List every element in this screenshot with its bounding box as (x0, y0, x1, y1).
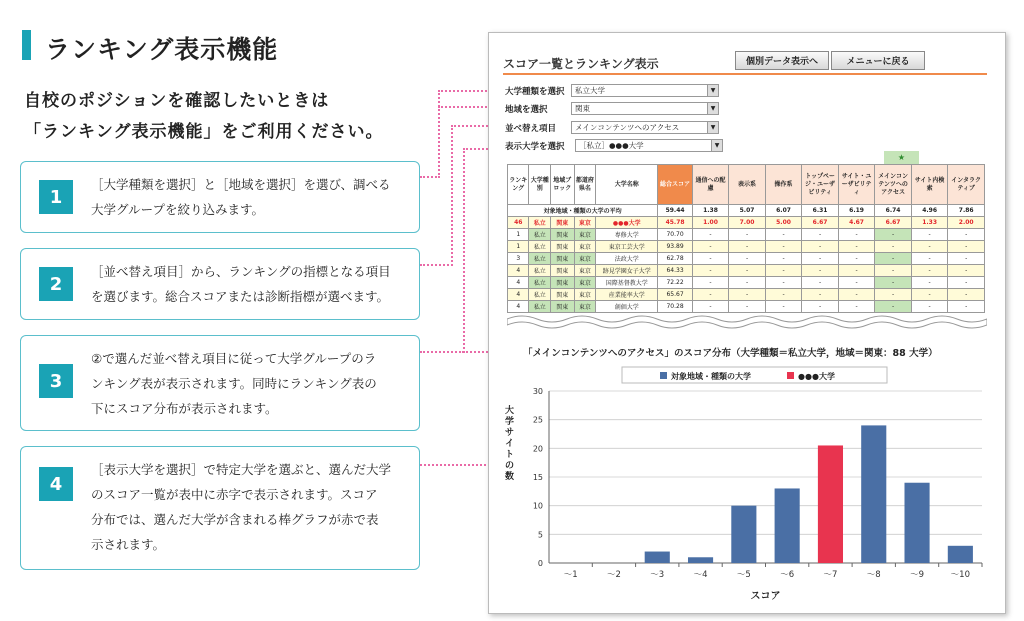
step-line: ［大学種類を選択］と［地域を選択］を選び、調べる (91, 177, 391, 192)
table-cell: 6.67 (875, 217, 912, 229)
bar (948, 546, 973, 563)
table-cell: 対象地域・種類の大学の平均 (508, 205, 658, 217)
table-cell: 私立 (529, 229, 550, 241)
back-to-menu-button[interactable]: メニューに戻る (831, 51, 925, 70)
column-header: 都道府県名 (574, 165, 595, 205)
column-header: 表示系 (729, 165, 766, 205)
table-cell: 7.86 (948, 205, 985, 217)
y-tick-label: 25 (532, 415, 543, 425)
table-row[interactable] (508, 229, 985, 241)
table-cell: - (765, 277, 802, 289)
table-cell: - (948, 265, 985, 277)
column-header: 地域ブロック (550, 165, 574, 205)
table-cell: 跡見学園女子大学 (596, 265, 658, 277)
x-tick-label: 〜8 (866, 570, 881, 580)
step-line: 示されます。 (91, 537, 166, 552)
connector-3 (420, 351, 464, 353)
table-cell: 創価大学 (596, 301, 658, 313)
step-line: ［並べ替え項目］から、ランキングの指標となる項目 (91, 264, 391, 279)
table-cell: 1.33 (911, 217, 948, 229)
table-cell: - (911, 241, 948, 253)
select-value: メインコンテンツへのアクセス (575, 123, 680, 132)
table-cell: 東京 (574, 289, 595, 301)
table-cell: - (765, 289, 802, 301)
table-cell: - (875, 241, 912, 253)
table-cell: - (838, 289, 875, 301)
table-cell: 3 (508, 253, 529, 265)
table-cell: 私立 (529, 277, 550, 289)
step-3-box (20, 335, 420, 431)
table-cell: 関東 (550, 301, 574, 313)
lead-text (24, 86, 384, 148)
legend-label: ●●●大学 (798, 372, 835, 381)
table-cell: - (802, 289, 839, 301)
connector-1 (438, 90, 440, 178)
table-cell: - (875, 253, 912, 265)
table-cell: - (692, 301, 729, 313)
selected-university-row[interactable] (508, 217, 985, 229)
table-cell: - (692, 289, 729, 301)
chevron-down-icon: ▼ (707, 122, 718, 133)
table-cell: 1.00 (692, 217, 729, 229)
step-4-box (20, 446, 420, 570)
table-cell: - (729, 253, 766, 265)
table-cell: 72.22 (658, 277, 692, 289)
table-cell: - (911, 229, 948, 241)
sort-item-select[interactable] (571, 121, 719, 134)
step-text (91, 346, 411, 421)
connector-2 (420, 264, 453, 266)
y-axis-label-char: 学 (505, 417, 515, 427)
table-cell: 62.78 (658, 253, 692, 265)
table-cell: - (838, 241, 875, 253)
bar (688, 557, 713, 563)
step-number: 1 (39, 180, 73, 214)
table-cell: 私立 (529, 217, 550, 229)
table-row[interactable] (508, 277, 985, 289)
table-cell: 70.28 (658, 301, 692, 313)
table-cell: 93.89 (658, 241, 692, 253)
table-cell: - (765, 241, 802, 253)
table-cell: 64.33 (658, 265, 692, 277)
table-cell: 東京 (574, 277, 595, 289)
table-cell: 6.67 (802, 217, 839, 229)
select-value: 私立大学 (575, 86, 605, 95)
y-tick-label: 20 (532, 444, 543, 454)
table-row[interactable] (508, 265, 985, 277)
table-cell: - (911, 301, 948, 313)
table-cell: 関東 (550, 241, 574, 253)
table-cell: 東京 (574, 229, 595, 241)
select-value: ［私立］●●●大学 (579, 141, 644, 150)
table-cell: - (911, 277, 948, 289)
table-cell: ●●●大学 (596, 217, 658, 229)
title-accent-bar (22, 30, 31, 60)
table-cell: - (875, 301, 912, 313)
table-cell: - (838, 253, 875, 265)
x-axis-label: スコア (750, 591, 781, 602)
y-tick-label: 0 (537, 559, 543, 568)
table-cell: 1 (508, 241, 529, 253)
step-text (91, 172, 411, 222)
table-cell: 関東 (550, 229, 574, 241)
chevron-down-icon: ▼ (711, 140, 722, 151)
table-cell: 6.07 (765, 205, 802, 217)
y-axis-label-char: 大 (505, 406, 515, 416)
table-cell: 65.67 (658, 289, 692, 301)
app-screen (488, 32, 1006, 614)
x-tick-label: 〜6 (780, 570, 795, 580)
table-cell: 5.07 (729, 205, 766, 217)
table-cell: - (802, 241, 839, 253)
x-tick-label: 〜1 (563, 570, 578, 580)
region-select[interactable] (571, 102, 719, 115)
detail-view-button[interactable]: 個別データ表示へ (735, 51, 829, 70)
x-tick-label: 〜9 (910, 570, 925, 580)
table-cell: 4 (508, 289, 529, 301)
table-cell: - (838, 265, 875, 277)
table-row[interactable] (508, 301, 985, 313)
table-cell: - (692, 229, 729, 241)
chart-title: 「メインコンテンツへのアクセス」のスコア分布（大学種類＝私立大学，地域＝関東：88 大学） (523, 348, 938, 359)
step-line: のスコア一覧が表中に赤字で表示されます。スコア (91, 487, 378, 502)
column-header: サイト内検索 (911, 165, 948, 205)
table-cell: 東京 (574, 241, 595, 253)
average-row (508, 205, 985, 217)
y-axis-label-char: イ (505, 439, 515, 449)
table-cell: 東京 (574, 217, 595, 229)
step-2-box (20, 248, 420, 320)
table-cell: 1.38 (692, 205, 729, 217)
x-tick-label: 〜2 (606, 570, 621, 580)
table-cell: 46 (508, 217, 529, 229)
table-cell: 6.19 (838, 205, 875, 217)
table-cell: - (875, 289, 912, 301)
table-cell: - (729, 241, 766, 253)
table-cell: 東京 (574, 253, 595, 265)
y-tick-label: 5 (537, 530, 543, 540)
table-cell: 私立 (529, 301, 550, 313)
column-header: トップページ・ユーザビリティ (802, 165, 839, 205)
table-cell: - (729, 301, 766, 313)
university-type-select[interactable] (571, 84, 719, 97)
step-line: を選びます。総合スコアまたは診断指標が選べます。 (91, 289, 390, 304)
table-cell: - (948, 277, 985, 289)
table-cell: 5.00 (765, 217, 802, 229)
filter-label-sort: 並べ替え項目 (505, 124, 557, 134)
legend-swatch (660, 372, 667, 379)
select-value: 関東 (575, 104, 590, 113)
bar (904, 483, 929, 563)
table-cell: - (765, 253, 802, 265)
step-1-box (20, 161, 420, 233)
table-cell: - (911, 265, 948, 277)
table-cell: - (948, 229, 985, 241)
table-cell: 東京工芸大学 (596, 241, 658, 253)
x-tick-label: 〜7 (823, 570, 838, 580)
table-cell: 関東 (550, 277, 574, 289)
table-cell: - (948, 289, 985, 301)
title-underline (503, 73, 987, 75)
table-cell: - (802, 277, 839, 289)
table-cell: 59.44 (658, 205, 692, 217)
bar (861, 425, 886, 563)
table-cell: 私立 (529, 289, 550, 301)
table-cell: - (729, 265, 766, 277)
table-cell: - (692, 241, 729, 253)
star-icon: ★ (884, 151, 919, 164)
table-cell: 法政大学 (596, 253, 658, 265)
table-cell: 産業能率大学 (596, 289, 658, 301)
filter-label-type: 大学種類を選択 (505, 87, 565, 97)
column-header: 大学名称 (596, 165, 658, 205)
step-line: ②で選んだ並べ替え項目に従って大学グループのラ (91, 351, 377, 366)
table-cell: - (765, 301, 802, 313)
chevron-down-icon: ▼ (707, 85, 718, 96)
table-cell: - (692, 265, 729, 277)
x-tick-label: 〜4 (693, 570, 708, 580)
table-cell: - (838, 277, 875, 289)
table-cell: - (765, 265, 802, 277)
bar (775, 488, 800, 563)
table-cell: - (911, 253, 948, 265)
table-cell: - (729, 229, 766, 241)
x-tick-label: 〜10 (950, 570, 971, 580)
step-number: 2 (39, 267, 73, 301)
legend-swatch (787, 372, 794, 379)
bar (731, 506, 756, 563)
page-title: ランキング表示機能 (45, 35, 279, 64)
table-cell: 関東 (550, 289, 574, 301)
table-cell: 70.70 (658, 229, 692, 241)
table-cell: 45.78 (658, 217, 692, 229)
filter-label-region: 地域を選択 (505, 105, 548, 115)
step-line: ンキング表が表示されます。同時にランキング表の (91, 376, 377, 391)
table-cell: 4 (508, 265, 529, 277)
table-cell: 私立 (529, 253, 550, 265)
legend-label: 対象地域・種類の大学 (671, 372, 751, 381)
table-cell: - (948, 301, 985, 313)
table-cell: 私立 (529, 265, 550, 277)
table-cell: - (802, 229, 839, 241)
step-text (91, 457, 411, 557)
table-cell: 7.00 (729, 217, 766, 229)
y-tick-label: 30 (532, 387, 543, 396)
step-number: 3 (39, 364, 73, 398)
table-cell: - (765, 229, 802, 241)
table-cell: 4 (508, 277, 529, 289)
step-line: 分布では、選んだ大学が含まれる棒グラフが赤で表 (91, 512, 379, 527)
lead-line-2: 「ランキング表示機能」をご利用ください。 (24, 122, 384, 142)
table-row[interactable] (508, 289, 985, 301)
connector-3 (463, 148, 465, 353)
step-text (91, 259, 411, 309)
table-cell: - (875, 277, 912, 289)
x-tick-label: 〜5 (736, 570, 751, 580)
column-header: 大学種別 (529, 165, 550, 205)
table-cut-wave (507, 313, 987, 331)
screen-title: スコア一覧とランキング表示 (503, 57, 659, 71)
table-cell: - (802, 253, 839, 265)
filter-label-university: 表示大学を選択 (505, 142, 565, 152)
table-cell: 4.67 (838, 217, 875, 229)
column-header: 操作系 (765, 165, 802, 205)
table-cell: 私立 (529, 241, 550, 253)
table-cell: - (875, 265, 912, 277)
table-cell: 国際基督教大学 (596, 277, 658, 289)
table-cell: 4 (508, 301, 529, 313)
chevron-down-icon: ▼ (707, 103, 718, 114)
y-tick-label: 15 (532, 473, 543, 482)
y-tick-label: 10 (532, 501, 543, 511)
table-header-row (508, 165, 985, 205)
table-cell: - (802, 265, 839, 277)
table-cell: 4.96 (911, 205, 948, 217)
step-line: 大学グループを絞り込みます。 (91, 202, 265, 217)
table-cell: - (948, 241, 985, 253)
table-cell: 6.74 (875, 205, 912, 217)
column-header: ランキング (508, 165, 529, 205)
table-cell: 6.31 (802, 205, 839, 217)
table-cell: - (838, 301, 875, 313)
table-cell: 2.00 (948, 217, 985, 229)
table-cell: 東京 (574, 301, 595, 313)
table-row[interactable] (508, 241, 985, 253)
table-row[interactable] (508, 253, 985, 265)
table-cell: - (692, 253, 729, 265)
bar (818, 445, 843, 563)
score-distribution-chart (497, 363, 997, 608)
y-axis-label-char: ト (505, 450, 515, 460)
column-header: 通信への配慮 (692, 165, 729, 205)
table-cell: - (911, 289, 948, 301)
column-header: インタラクティブ (948, 165, 985, 205)
display-university-select[interactable] (575, 139, 723, 152)
table-cell: - (729, 289, 766, 301)
table-cell: - (692, 277, 729, 289)
step-number: 4 (39, 467, 73, 501)
bar (645, 552, 670, 563)
y-axis-label-char: 数 (505, 472, 515, 482)
step-line: ［表示大学を選択］で特定大学を選ぶと、選んだ大学 (91, 462, 392, 477)
table-cell: - (875, 229, 912, 241)
table-cell: - (838, 229, 875, 241)
column-header: 総合スコア (658, 165, 692, 205)
lead-line-1: 自校のポジションを確認したいときは (24, 91, 330, 111)
table-cell: 1 (508, 229, 529, 241)
column-header: メインコンテンツへのアクセス (875, 165, 912, 205)
x-tick-label: 〜3 (650, 570, 665, 580)
y-axis-label-char: サ (505, 428, 515, 438)
table-cell: - (729, 277, 766, 289)
step-line: 下にスコア分布が表示されます。 (91, 401, 278, 416)
table-cell: 関東 (550, 265, 574, 277)
connector-2 (451, 125, 453, 266)
table-cell: 関東 (550, 217, 574, 229)
table-cell: - (948, 253, 985, 265)
connector-1 (420, 176, 440, 178)
table-cell: 専修大学 (596, 229, 658, 241)
column-header: サイト・ユーザビリティ (838, 165, 875, 205)
ranking-table (507, 164, 985, 313)
table-cell: - (802, 301, 839, 313)
table-cell: 関東 (550, 253, 574, 265)
table-cell: 東京 (574, 265, 595, 277)
y-axis-label-char: の (505, 461, 515, 471)
